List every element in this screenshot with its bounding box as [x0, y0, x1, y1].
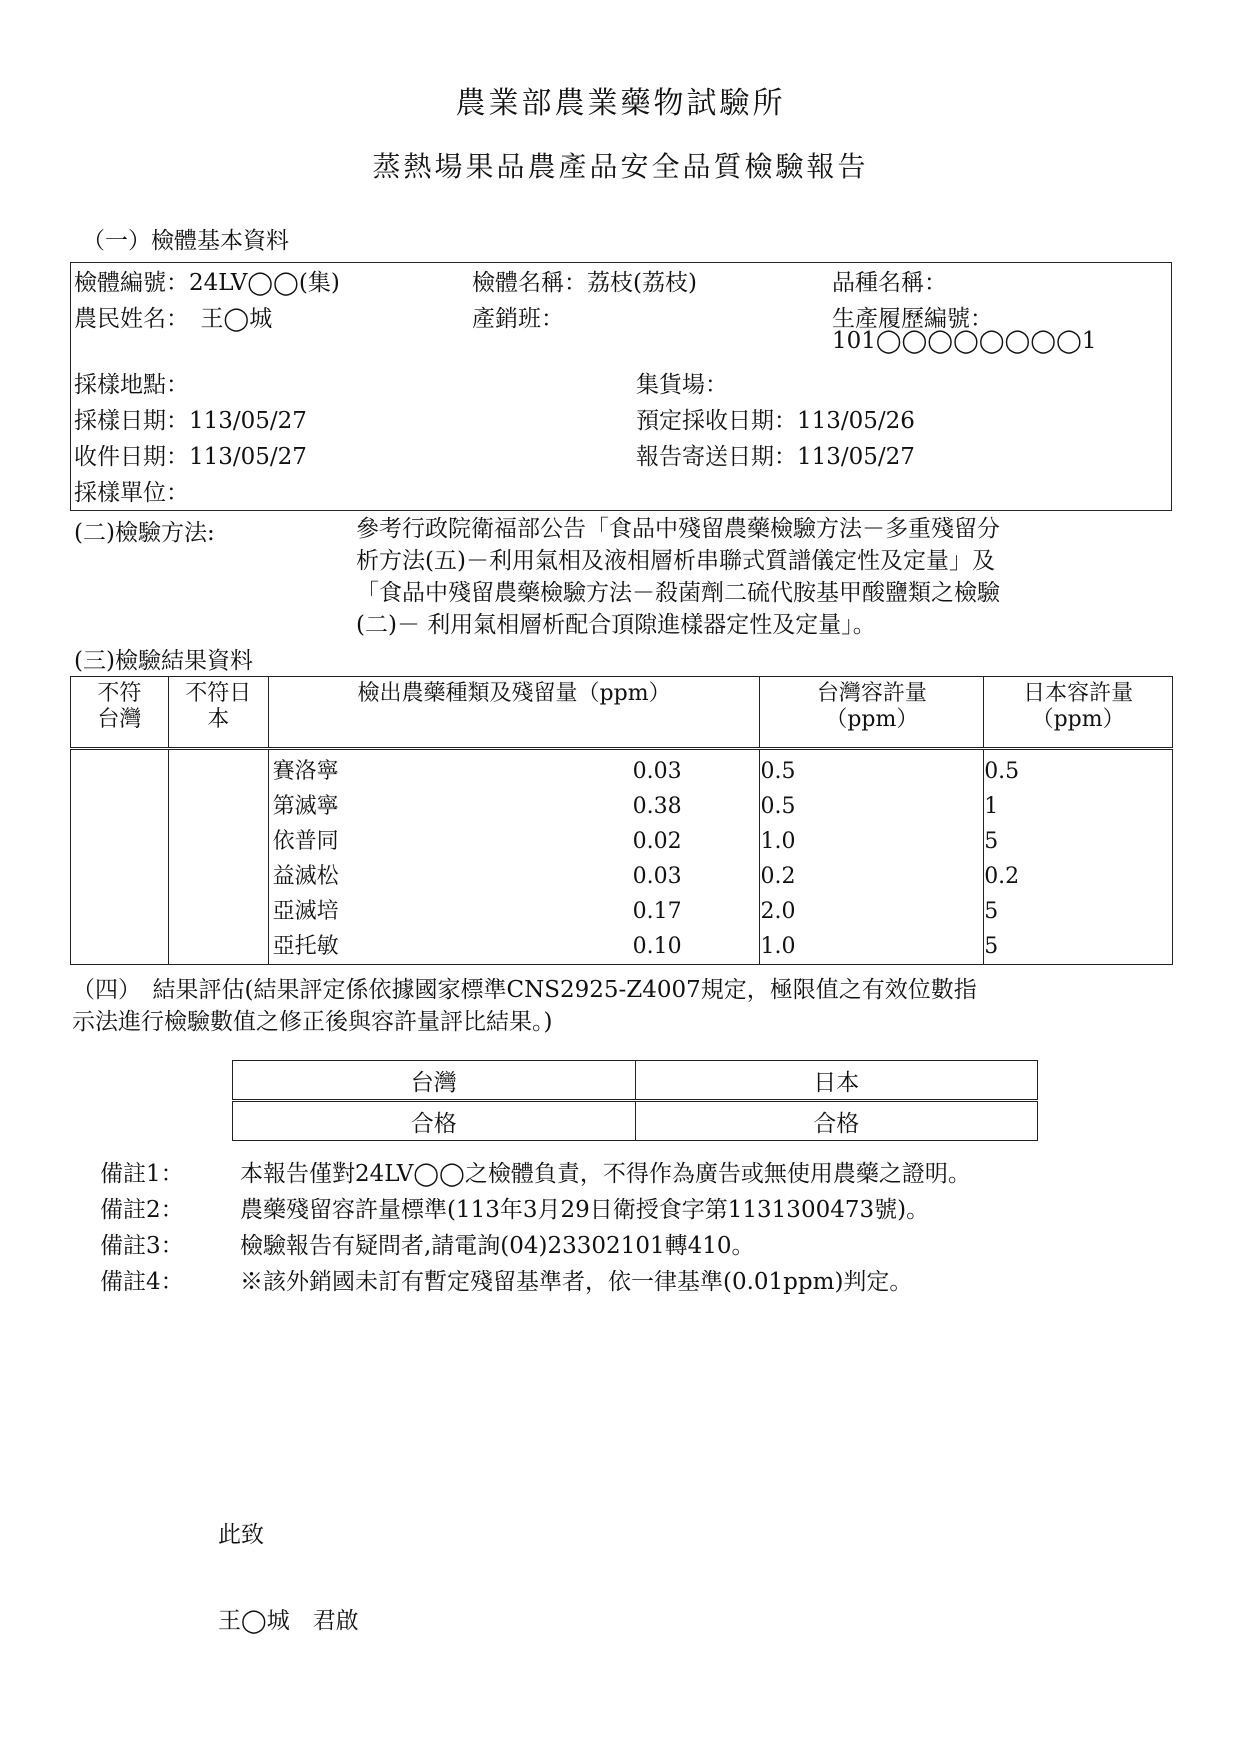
sampling-unit: 採樣單位：	[74, 480, 189, 506]
section-results-title: (三)檢驗結果資料	[74, 648, 253, 674]
method-line: 析方法(五)－利用氣相及液相層析串聯式質譜儀定性及定量」及	[356, 548, 995, 574]
evaluation-description	[72, 974, 1182, 1038]
section-basic-info-title: （一）檢體基本資料	[82, 228, 289, 254]
sampling-location: 採樣地點：	[74, 372, 189, 398]
japan-limit-value: 5	[984, 829, 999, 854]
residue-cell	[268, 749, 760, 965]
traceability-label: 生產履歷編號：	[832, 306, 993, 332]
note-label: 備註2：	[100, 1197, 184, 1223]
residue-row: 依普同 0.02	[272, 829, 682, 854]
header-japan-limit: 日本容許量 （ppm）	[984, 677, 1173, 749]
taiwan-limit-cell	[760, 749, 984, 965]
farmer-name: 農民姓名： 王◯城	[74, 306, 273, 332]
report-sent-date: 報告寄送日期：113/05/27	[636, 444, 915, 470]
method-line: (二)－ 利用氣相層析配合頂隙進樣器定性及定量」。	[356, 612, 876, 638]
note-text: 農藥殘留容許量標準(113年3月29日衛授食字第1131300473號)。	[240, 1197, 930, 1223]
closing-salutation: 此致	[218, 1522, 264, 1548]
conclusion-header-row	[233, 1061, 1038, 1101]
taiwan-limit-value: 1.0	[760, 934, 796, 959]
note-text: 本報告僅對24LV◯◯之檢體負責，不得作為廣告或無使用農藥之證明。	[240, 1161, 971, 1187]
header-fail-japan: 不符日 本	[168, 677, 268, 749]
evaluation-line: （四） 結果評估(結果評定係依據國家標準CNS2925-Z4007規定，極限值之有效位數指	[72, 977, 977, 1003]
section-method-title: (二)檢驗方法:	[74, 520, 215, 546]
note-label: 備註4：	[100, 1269, 184, 1295]
sample-id: 檢體編號：24LV◯◯(集)	[74, 270, 340, 296]
results-body-row	[71, 749, 1173, 965]
japan-limit-cell	[984, 749, 1173, 965]
residue-row: 益滅松 0.03	[272, 864, 682, 889]
residue-row: 第滅寧 0.38	[272, 794, 682, 819]
conclusion-japan-result: 合格	[635, 1101, 1038, 1141]
fail-japan-cell	[168, 749, 268, 965]
japan-limit-value: 0.2	[984, 864, 1020, 889]
note-text: 檢驗報告有疑問者,請電詢(04)23302101轉410。	[240, 1233, 755, 1259]
taiwan-limit-value: 0.2	[760, 864, 796, 889]
residue-row: 亞滅培 0.17	[272, 899, 682, 924]
residue-row: 亞托敏 0.10	[272, 934, 682, 959]
japan-limit-value: 5	[984, 934, 999, 959]
conclusion-header-taiwan: 台灣	[233, 1061, 636, 1101]
japan-limit-value: 5	[984, 899, 999, 924]
japan-limit-value: 1	[984, 794, 999, 819]
results-header-row	[71, 677, 1173, 749]
taiwan-limit-value: 1.0	[760, 829, 796, 854]
traceability-number: 101◯◯◯◯◯◯◯◯1	[832, 328, 1097, 354]
sampling-date: 採樣日期：113/05/27	[74, 408, 307, 434]
expected-harvest-date: 預定採收日期：113/05/26	[636, 408, 915, 434]
closing-recipient: 王◯城 君啟	[218, 1608, 359, 1634]
sample-name: 檢體名稱：荔枝(荔枝)	[472, 270, 697, 296]
header-taiwan-limit: 台灣容許量 （ppm）	[760, 677, 984, 749]
variety-name: 品種名稱：	[832, 270, 947, 296]
results-table	[70, 676, 1173, 965]
received-date: 收件日期：113/05/27	[74, 444, 307, 470]
report-title: 蒸熱場果品農產品安全品質檢驗報告	[372, 150, 869, 183]
japan-limit-value: 0.5	[984, 759, 1020, 784]
method-line: 「食品中殘留農藥檢驗方法－殺菌劑二硫代胺基甲酸鹽類之檢驗	[356, 580, 1000, 606]
conclusion-value-row	[233, 1101, 1038, 1141]
method-line: 參考行政院衛福部公告「食品中殘留農藥檢驗方法－多重殘留分	[356, 516, 1000, 542]
packing-house: 集貨場：	[636, 372, 728, 398]
production-group: 產銷班：	[472, 306, 564, 332]
evaluation-line: 示法進行檢驗數值之修正後與容許量評比結果。)	[72, 1009, 553, 1035]
fail-taiwan-cell	[71, 749, 169, 965]
taiwan-limit-value: 0.5	[760, 794, 796, 819]
conclusion-table	[232, 1060, 1038, 1141]
taiwan-limit-value: 0.5	[760, 759, 796, 784]
organization-title: 農業部農業藥物試驗所	[455, 86, 786, 121]
note-text: ※該外銷國未訂有暫定殘留基準者，依一律基準(0.01ppm)判定。	[240, 1269, 913, 1295]
header-fail-taiwan: 不符 台灣	[71, 677, 169, 749]
note-label: 備註1：	[100, 1161, 184, 1187]
conclusion-header-japan: 日本	[635, 1061, 1038, 1101]
note-label: 備註3：	[100, 1233, 184, 1259]
taiwan-limit-value: 2.0	[760, 899, 796, 924]
residue-row: 賽洛寧 0.03	[272, 759, 682, 784]
method-description	[356, 513, 1176, 641]
header-residue: 檢出農藥種類及殘留量（ppm）	[268, 677, 760, 749]
conclusion-taiwan-result: 合格	[233, 1101, 636, 1141]
